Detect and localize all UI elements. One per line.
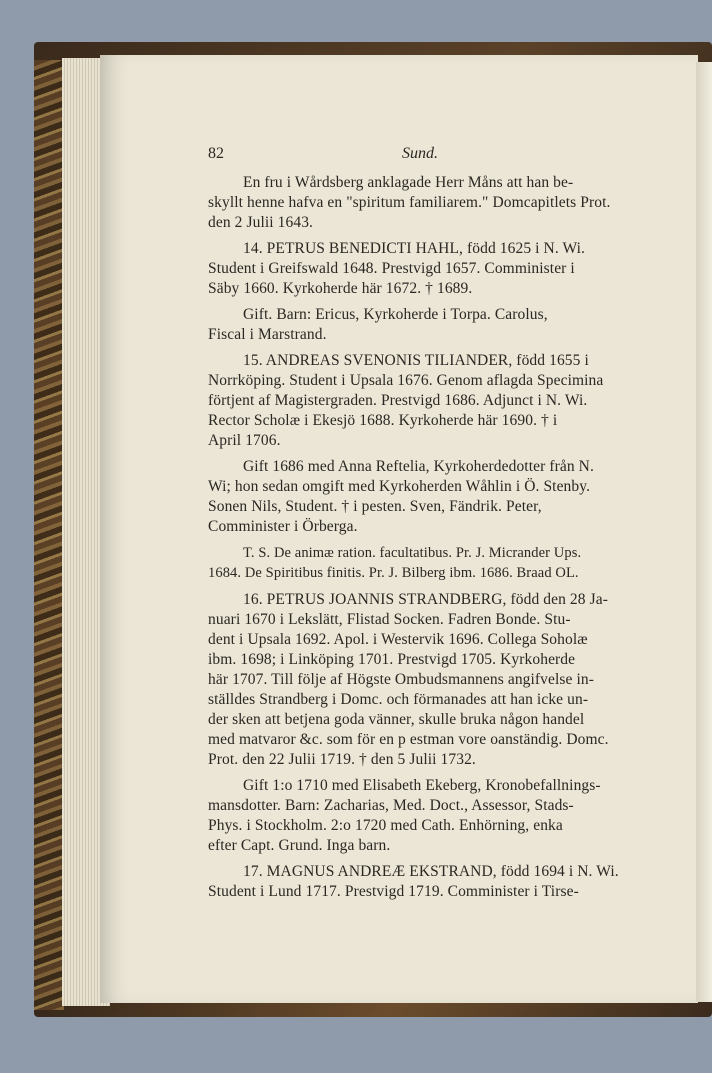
text-line: Fiscal i Marstrand. — [208, 326, 327, 343]
page-number: 82 — [208, 145, 224, 162]
text-line: der sken att betjena goda vänner, skulle bruka någon handel — [208, 711, 585, 728]
text-line: Rector Scholæ i Ekesjö 1688. Kyrkoherde här 1690. † i — [208, 412, 558, 429]
text-line: 16. PETRUS JOANNIS STRANDBERG, född den 28 Ja- — [243, 591, 608, 608]
marbled-board — [34, 60, 64, 1010]
text-line: Student i Greifswald 1648. Prestvigd 1657. Comminister i — [208, 260, 575, 277]
text-line: med matvaror &c. som för en p estman vore oanständig. Domc. — [208, 731, 609, 748]
text-line: efter Capt. Grund. Inga barn. — [208, 837, 391, 854]
text-line: Student i Lund 1717. Prestvigd 1719. Comminister i Tirse- — [208, 883, 579, 900]
text-line: Gift 1:o 1710 med Elisabeth Ekeberg, Kronobefallnings- — [243, 777, 601, 794]
text-line: 14. PETRUS BENEDICTI HAHL, född 1625 i N. Wi. — [243, 240, 585, 257]
text-line: ibm. 1698; i Linköping 1701. Prestvigd 1705. Kyrkoherde — [208, 651, 576, 668]
text-line: förtjent af Magistergraden. Prestvigd 1686. Adjunct i N. Wi. — [208, 392, 588, 409]
text-line: 15. ANDREAS SVENONIS TILIANDER, född 1655 i — [243, 352, 589, 369]
text-line: Gift 1686 med Anna Reftelia, Kyrkoherdedotter från N. — [243, 458, 594, 475]
text-line: här 1707. Till följe af Högste Ombudsmannens angifvelse in- — [208, 671, 595, 688]
text-line: dent i Upsala 1692. Apol. i Westervik 1696. Collega Soholæ — [208, 631, 588, 648]
text-line: nuari 1670 i Lekslätt, Flistad Socken. Fadren Bonde. Stu- — [208, 611, 571, 628]
text-line: T. S. De animæ ration. facultatibus. Pr. J. Micrander Ups. — [243, 545, 582, 561]
text-line: mansdotter. Barn: Zacharias, Med. Doct., Assessor, Stads- — [208, 797, 574, 814]
text-line: Norrköping. Student i Upsala 1676. Genom aflagda Specimina — [208, 372, 604, 389]
text-line: den 2 Julii 1643. — [208, 214, 314, 231]
text-line: Comminister i Örberga. — [208, 518, 358, 535]
text-line: Wi; hon sedan omgift med Kyrkoherden Wåhlin i Ö. Stenby. — [208, 478, 591, 495]
text-line: ställdes Strandberg i Domc. och förmanades att han icke un- — [208, 691, 589, 708]
text-line: 17. MAGNUS ANDREÆ EKSTRAND, född 1694 i N. Wi. — [243, 863, 619, 880]
running-head: Sund. — [402, 145, 438, 162]
text-line: Phys. i Stockholm. 2:o 1720 med Cath. Enhörning, enka — [208, 817, 563, 834]
text-line: Sonen Nils, Student. † i pesten. Sven, Fändrik. Peter, — [208, 498, 542, 515]
text-line: 1684. De Spiritibus finitis. Pr. J. Bilberg ibm. 1686. Braad OL. — [208, 565, 579, 581]
facing-page-edge — [696, 62, 712, 1002]
text-line: Prot. den 22 Julii 1719. † den 5 Julii 1732. — [208, 751, 476, 768]
text-line: Gift. Barn: Ericus, Kyrkoherde i Torpa. Carolus, — [243, 306, 548, 323]
text-line: April 1706. — [208, 432, 281, 449]
text-line: Säby 1660. Kyrkoherde här 1672. † 1689. — [208, 280, 473, 297]
text-line: En fru i Wårdsberg anklagade Herr Måns att han be- — [243, 174, 574, 191]
text-line: skyllt henne hafva en "spiritum familiarem." Domcapitlets Prot. — [208, 194, 611, 211]
